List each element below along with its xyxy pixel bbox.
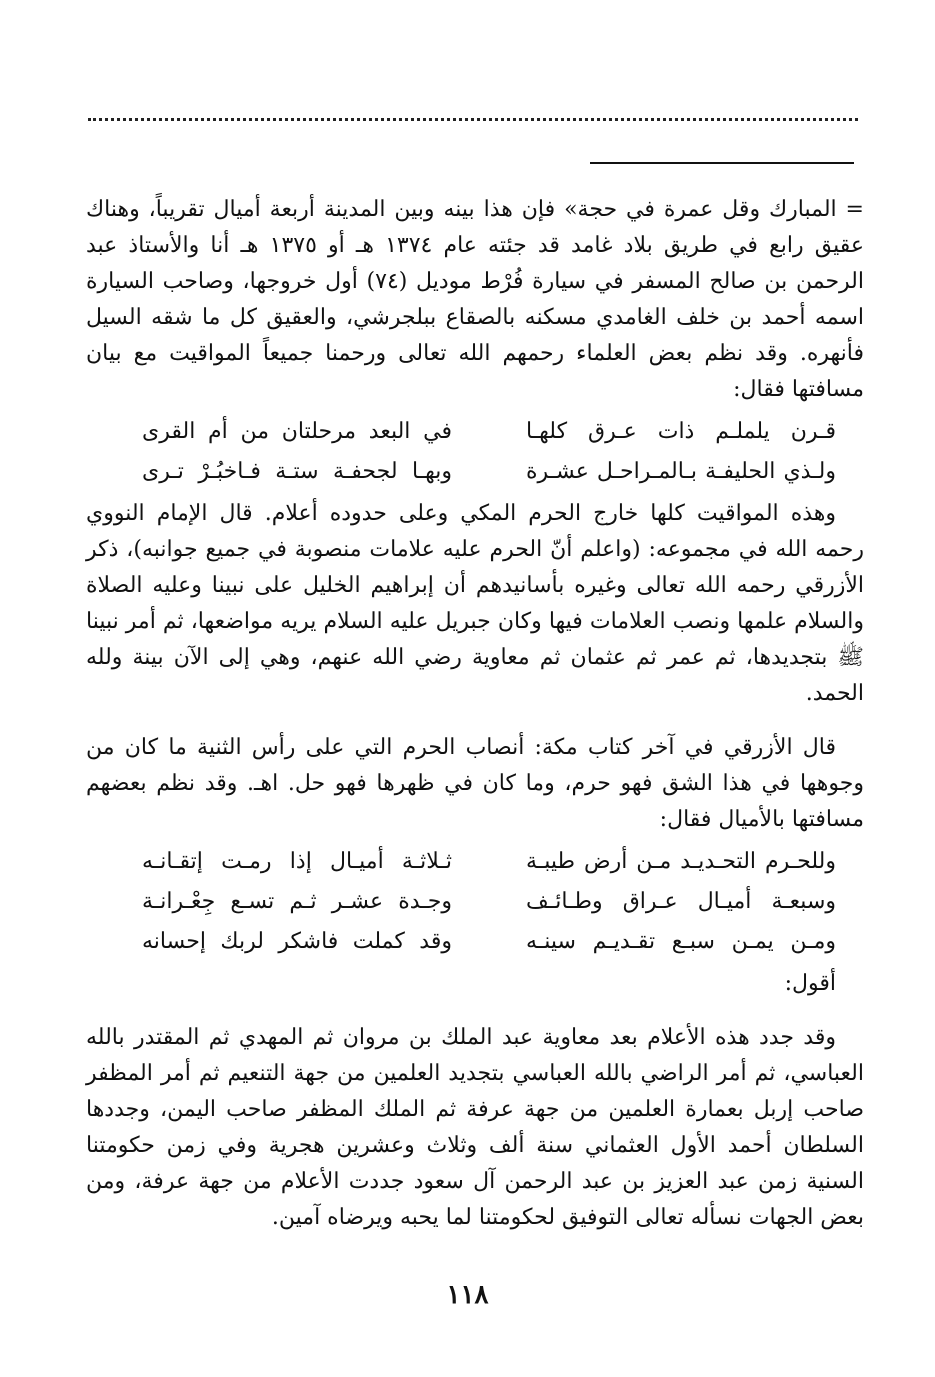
poem-haram-distances bbox=[86, 842, 864, 962]
footnote-separator-line bbox=[590, 162, 854, 164]
verse-line bbox=[86, 922, 864, 962]
page-number: ١١٨ bbox=[446, 1280, 489, 1310]
verse-line bbox=[86, 882, 864, 922]
footnote-paragraph-2: وهذه المواقيت كلها خارج الحرم المكي وعلى حدوده أعلام. قال الإمام النووي رحمه الله في مجموعه: (واعلم أنّ الحرم عليه علامات منصوبة في جميع جوانبه)، ذكر الأزرقي رحمه الله تعالى وغيره بأسانيدهم أن إبراهيم الخليل على نبينا وعليه الصلاة والسلام علمها ونصب العلامات فيها وكان جبريل عليه السلام يريه مواضعها، ثم أمر نبينا ﷺ بتجديدها، ثم عمر ثم عثمان ثم معاوية رضي الله عنهم، وهي إلى الآن بينة ولله الحمد. bbox=[86, 501, 864, 706]
poem-miqat bbox=[86, 412, 864, 492]
verse-hemistich-second: وقد كملت فاشكر لربك إحسانه bbox=[142, 929, 452, 954]
footnote-paragraph-3: قال الأزرقي في آخر كتاب مكة: أنصاب الحرم التي على رأس الثنية ما كان من وجوهها في هذا الشق فهو حرم، وما كان في ظهرها فهو حل. اهـ. وقد نظم بعضهم مسافتها بالأميال فقال: bbox=[86, 735, 864, 832]
verse-line bbox=[86, 452, 864, 492]
verse-hemistich-second: في البعد مرحلتان من أم القرى bbox=[142, 419, 452, 444]
aqulu-label: أقول: bbox=[784, 971, 836, 996]
footnote-paragraph-4: وقد جدد هذه الأعلام بعد معاوية عبد الملك بن مروان ثم المهدي ثم المقتدر بالله العباسي، ثم أمر الراضي بالله العباسي بتجديد العلمين من جهة التنعيم ثم أمر المظفر صاحب إربل بعمارة العلمين من جهة عرفة ثم الملك المظفر صاحب اليمن، وجددها السلطان أحمد الأول العثماني سنة ألف وثلاث وعشرين هجرية وفي زمن حكومتنا السنية زمن عبد العزيز بن عبد الرحمن آل سعود جددت الأعلام من جهة عرفة، ومن بعض الجهات نسأله تعالى التوفيق لحكومتنا لما يحبه ويرضاه آمين. bbox=[86, 1025, 864, 1230]
verse-line bbox=[86, 412, 864, 452]
verse-hemistich-first: ولـذي الحليفـة بـالمـراحـل عشـرة bbox=[526, 459, 836, 484]
verse-hemistich-first: وسبعـة أميـال عـراق وطـائـف bbox=[526, 889, 836, 914]
dotted-separator bbox=[88, 118, 858, 121]
verse-line bbox=[86, 842, 864, 882]
footnote-text bbox=[86, 192, 864, 1236]
verse-hemistich-first: قـرن يلملـم ذات عـرق كلهـا bbox=[526, 419, 836, 444]
verse-hemistich-second: وبهـا لجحفـة ستـة فـاخبُـرْ تـرى bbox=[142, 459, 452, 484]
verse-hemistich-second: وجـدة عشـر ثـم تسـع جِعْـرانـة bbox=[142, 889, 452, 914]
footnote-paragraph-1: = المبارك وقل عمرة في حجة» فإن هذا بينه وبين المدينة أربعة أميال تقريباً، وهناك عقيق رابع في طريق بلاد غامد قد جئته عام ١٣٧٤ هـ أو ١٣٧٥ هـ أنا والأستاذ عبد الرحمن بن صالح المسفر في سيارة فُرْط موديل (٧٤) أول خروجها، وصاحب السيارة اسمه أحمد بن خلف الغامدي مسكنه بالصقاع ببلجرشي، والعقيق كل ما شقه السيل فأنهره. وقد نظم بعض العلماء رحمهم الله تعالى ورحمنا جميعاً المواقيت مع بيان مسافتها فقال: bbox=[86, 197, 864, 402]
verse-hemistich-first: وللحـرم التحـديـد مـن أرض طيبـة bbox=[526, 849, 836, 874]
verse-hemistich-second: ثـلاثـة أميـال إذا رمـت إتقـانـه bbox=[142, 849, 452, 874]
verse-hemistich-first: ومـن يمـن سبـع تقـديـم سينـه bbox=[526, 929, 836, 954]
